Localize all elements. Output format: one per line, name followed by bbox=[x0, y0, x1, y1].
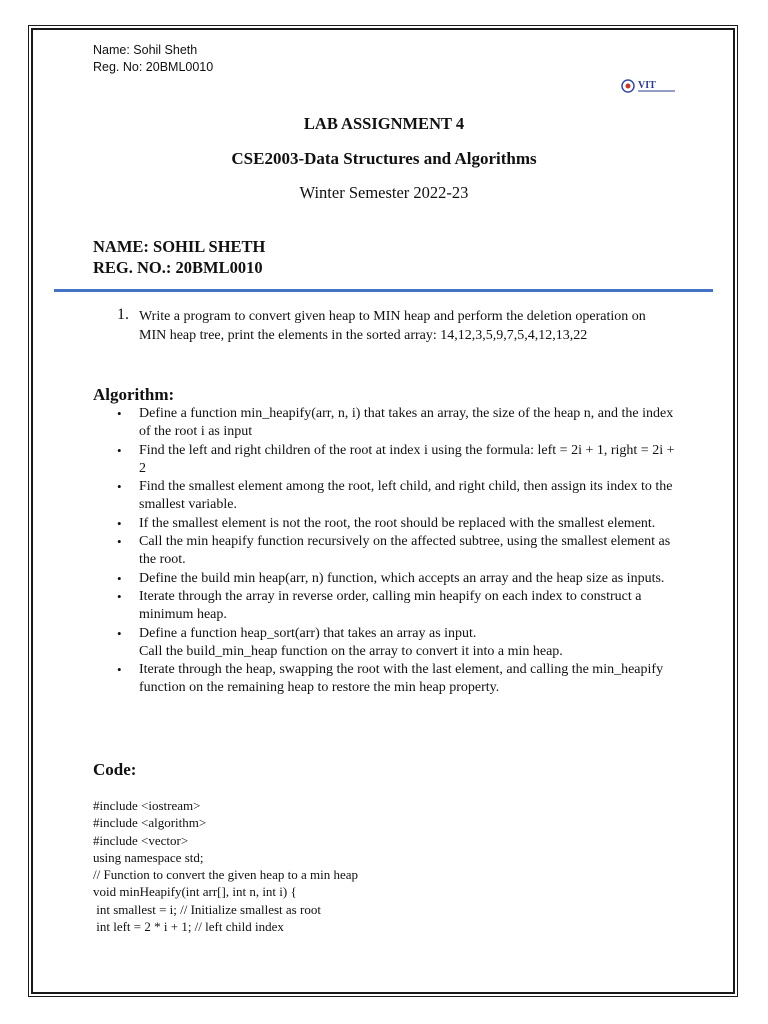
code-line: #include <iostream> bbox=[93, 798, 201, 813]
code-line: int left = 2 * i + 1; // left child index bbox=[93, 919, 284, 935]
vit-logo bbox=[621, 77, 677, 95]
algorithm-heading: Algorithm: bbox=[93, 385, 175, 404]
algorithm-step: • Find the left and right children of the root at index i using the formula: left = 2i + 1, right = 2i + 2 bbox=[117, 442, 677, 479]
code-heading: Code: bbox=[93, 760, 137, 779]
question-text: Write a program to convert given heap to MIN heap and perform the deletion operation on MIN heap tree, print the elements in the sorted array: 14,12,3,5,9,7,5,4,12,13,22 bbox=[139, 309, 646, 343]
header-name: Name: Sohil Sheth bbox=[93, 43, 198, 57]
student-reg: REG. NO.: 20BML0010 bbox=[93, 258, 263, 277]
semester-title: Winter Semester 2022-23 bbox=[299, 183, 469, 202]
header-reg: Reg. No: 20BML0010 bbox=[93, 60, 214, 74]
algorithm-step: • Define the build min heap(arr, n) function, which accepts an array and the heap size as inputs. bbox=[117, 570, 677, 588]
assignment-title: LAB ASSIGNMENT 4 bbox=[303, 114, 465, 133]
algorithm-step: • Iterate through the array in reverse order, calling min heapify on each index to construct a minimum heap. bbox=[117, 588, 677, 625]
question-number: 1. bbox=[117, 306, 129, 323]
vit-logo-text: VIT bbox=[638, 80, 656, 91]
algorithm-step: • If the smallest element is not the root, the root should be replaced with the smallest element. bbox=[117, 515, 677, 533]
algorithm-step: • Call the min heapify function recursively on the affected subtree, using the smallest element as the root. bbox=[117, 533, 677, 570]
divider-rule bbox=[54, 289, 713, 292]
algorithm-step: • Find the smallest element among the root, left child, and right child, then assign its index to the smallest variable. bbox=[117, 478, 677, 515]
algorithm-step: • Define a function min_heapify(arr, n, i) that takes an array, the size of the heap n, and the index of the root i as input bbox=[117, 405, 677, 442]
code-line: using namespace std; bbox=[93, 849, 204, 865]
code-line: // Function to convert the given heap to a min heap bbox=[93, 867, 358, 883]
code-block bbox=[93, 797, 358, 935]
student-name: NAME: SOHIL SHETH bbox=[93, 237, 266, 256]
vit-logo-icon bbox=[621, 77, 677, 95]
algorithm-step: • Define a function heap_sort(arr) that takes an array as input. Call the build_min_heap function on the array to convert it into a min heap. bbox=[117, 625, 677, 662]
code-line: void minHeapify(int arr[], int n, int i) { bbox=[93, 884, 297, 900]
algorithm-step: • Iterate through the heap, swapping the root with the last element, and calling the min_heapify function on the remaining heap to restore the min heap property. bbox=[117, 661, 677, 698]
code-line: #include <vector> bbox=[93, 832, 189, 848]
algorithm-list bbox=[117, 405, 677, 698]
code-line: #include <algorithm> bbox=[93, 815, 207, 831]
code-line: int smallest = i; // Initialize smallest as root bbox=[93, 901, 321, 917]
course-title: CSE2003-Data Structures and Algorithms bbox=[231, 149, 537, 168]
